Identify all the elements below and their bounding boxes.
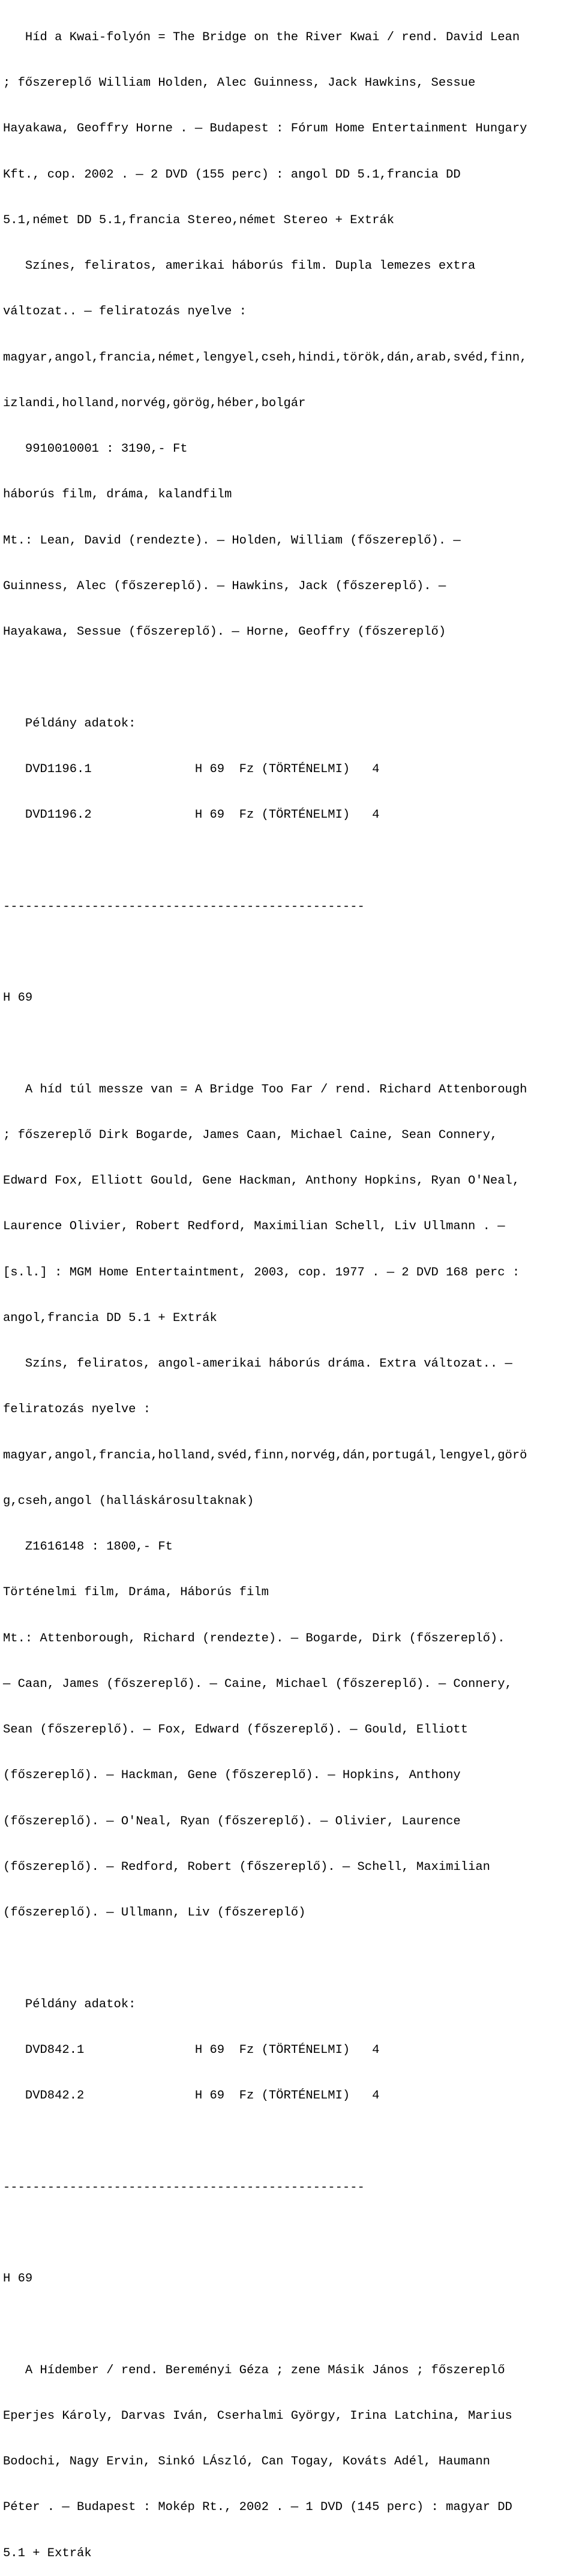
record-line: Híd a Kwai-folyón = The Bridge on the River Kwai / rend. David Lean xyxy=(3,30,520,44)
record-line: Z1616148 : 1800,- Ft xyxy=(3,1540,173,1554)
blank-line xyxy=(3,2317,576,2332)
copy-data-row: DVD842.1 H 69 Fz (TÖRTÉNELMI) 4 xyxy=(3,2043,380,2057)
record-line: Laurence Olivier, Robert Redford, Maximilian Schell, Liv Ullmann . — xyxy=(3,1220,505,1234)
record-line: Hayakawa, Sessue (főszereplő). — Horne, Geoffry (főszereplő) xyxy=(3,625,446,640)
record-line: Eperjes Károly, Darvas Iván, Cserhalmi György, Irina Latchina, Marius xyxy=(3,2409,512,2423)
record-line: (főszereplő). — Hackman, Gene (főszereplő). — Hopkins, Anthony xyxy=(3,1769,461,1783)
record-line: Edward Fox, Elliott Gould, Gene Hackman, Anthony Hopkins, Ryan O'Neal, xyxy=(3,1174,520,1188)
copy-data-row: DVD1196.2 H 69 Fz (TÖRTÉNELMI) 4 xyxy=(3,808,380,822)
record-separator: ------------------------------------------------- xyxy=(3,899,365,914)
record-line: magyar,angol,francia,német,lengyel,cseh,hindi,török,dán,arab,svéd,finn, xyxy=(3,350,527,365)
record-line: magyar,angol,francia,holland,svéd,finn,norvég,dán,portugál,lengyel,görö xyxy=(3,1448,527,1463)
record-line: Történelmi film, Dráma, Háborús film xyxy=(3,1586,269,1600)
record-line: Bodochi, Nagy Ervin, Sinkó LÁszló, Can Togay, Kováts Adél, Haumann xyxy=(3,2455,490,2469)
record-line: A híd túl messze van = A Bridge Too Far / rend. Richard Attenborough xyxy=(3,1082,527,1097)
record-line: Színs, feliratos, angol-amerikai háborús dráma. Extra változat.. — xyxy=(3,1357,512,1371)
record-line: Péter . — Budapest : Mokép Rt., 2002 . — 1 DVD (145 perc) : magyar DD xyxy=(3,2500,512,2515)
record-line: angol,francia DD 5.1 + Extrák xyxy=(3,1311,217,1325)
record-line: változat.. — feliratozás nyelve : xyxy=(3,305,247,319)
blank-line xyxy=(3,1951,576,1966)
copy-data-heading: Példány adatok: xyxy=(3,1997,136,2011)
record-line: (főszereplő). — Ullmann, Liv (főszereplő) xyxy=(3,1906,306,1920)
record-line: feliratozás nyelve : xyxy=(3,1403,151,1417)
blank-line xyxy=(3,1036,576,1051)
shelf-mark: H 69 xyxy=(3,991,33,1005)
record-line: (főszereplő). — O'Neal, Ryan (főszereplő). — Olivier, Laurence xyxy=(3,1814,461,1829)
record-line: g,cseh,angol (halláskárosultaknak) xyxy=(3,1494,254,1508)
catalog-record-text xyxy=(3,0,576,2576)
blank-line xyxy=(3,853,576,868)
blank-line xyxy=(3,945,576,960)
record-line: [s.l.] : MGM Home Entertaintment, 2003, cop. 1977 . — 2 DVD 168 perc : xyxy=(3,1265,520,1280)
record-line: Mt.: Attenborough, Richard (rendezte). — Bogarde, Dirk (főszereplő). xyxy=(3,1631,505,1646)
copy-data-heading: Példány adatok: xyxy=(3,716,136,731)
blank-line xyxy=(3,670,576,685)
record-separator: ------------------------------------------------- xyxy=(3,2180,365,2194)
record-line: 5.1,német DD 5.1,francia Stereo,német Stereo + Extrák xyxy=(3,213,395,227)
record-line: Színes, feliratos, amerikai háborús film. Dupla lemezes extra xyxy=(3,259,476,274)
record-line: Guinness, Alec (főszereplő). — Hawkins, Jack (főszereplő). — xyxy=(3,579,446,593)
record-line: ; főszereplő Dirk Bogarde, James Caan, Michael Caine, Sean Connery, xyxy=(3,1128,498,1142)
record-line: 9910010001 : 3190,- Ft xyxy=(3,442,188,457)
blank-line xyxy=(3,2134,576,2149)
copy-data-row: DVD1196.1 H 69 Fz (TÖRTÉNELMI) 4 xyxy=(3,762,380,776)
record-line: izlandi,holland,norvég,görög,héber,bolgár xyxy=(3,396,306,410)
record-line: (főszereplő). — Redford, Robert (főszereplő). — Schell, Maximilian xyxy=(3,1860,490,1874)
record-line: háborús film, dráma, kalandfilm xyxy=(3,488,232,502)
record-line: Hayakawa, Geoffry Horne . — Budapest : Fórum Home Entertainment Hungary xyxy=(3,122,527,136)
record-line: A Hídember / rend. Bereményi Géza ; zene Másik János ; főszereplő xyxy=(3,2363,505,2377)
record-line: Sean (főszereplő). — Fox, Edward (főszereplő). — Gould, Elliott xyxy=(3,1723,469,1737)
blank-line xyxy=(3,2226,576,2241)
record-line: Kft., cop. 2002 . — 2 DVD (155 perc) : angol DD 5.1,francia DD xyxy=(3,167,461,182)
record-line: 5.1 + Extrák xyxy=(3,2546,92,2560)
record-line: — Caan, James (főszereplő). — Caine, Michael (főszereplő). — Connery, xyxy=(3,1677,512,1691)
shelf-mark: H 69 xyxy=(3,2272,33,2286)
copy-data-row: DVD842.2 H 69 Fz (TÖRTÉNELMI) 4 xyxy=(3,2089,380,2103)
record-line: Mt.: Lean, David (rendezte). — Holden, William (főszereplő). — xyxy=(3,533,461,548)
record-line: ; főszereplő William Holden, Alec Guinness, Jack Hawkins, Sessue xyxy=(3,76,476,91)
